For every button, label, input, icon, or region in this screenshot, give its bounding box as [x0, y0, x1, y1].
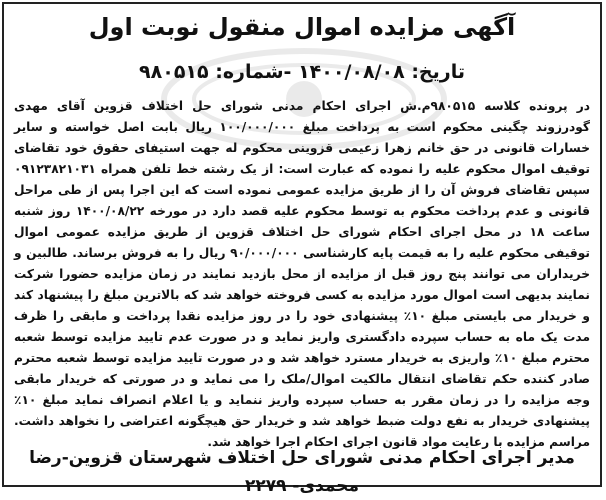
notice-signature: مدیر اجرای احکام مدنی شورای حل اختلاف شهرستان قزوین-رضا محمدی- ۲۲۷۹ — [29, 448, 575, 496]
notice-frame — [2, 2, 602, 496]
notice-body: در پرونده کلاسه ۹۸۰۵۱۵م.ش اجرای احکام مدنی شورای حل اختلاف قزوین آقای مهدی گودرزوند چگینی محکوم است به پرداخت مبلغ ۱۰۰/۰۰۰/۰۰۰ ریال بابت اصل خواسته و سایر خسارات قانونی در حق خانم زهرا زعیمی قزوینی محکوم له جهت استیفای حقوق خود تقاضای توقیف اموال محکوم علیه را نموده که عبارت است: از یک رشته خط تلفن همراه ۰۹۱۲۳۸۲۱۰۳۱ سپس تقاضای فروش آن را از طریق مزایده عمومی نموده است که این اجرا پس از طی مراحل قانونی و عدم پرداخت محکوم به توسط محکوم علیه قصد دارد در مورخه ۱۴۰۰/۰۸/۲۲ روز شنبه ساعت ۱۸ در محل اجرای احکام شورای حل اختلاف قزوین از طریق مزایده عمومی اموال توقیفی محکوم علیه را به قیمت پایه کارشناسی ۹۰/۰۰۰/۰۰۰ ریال را به فروش برساند. طالبین و خریداران می توانند پنج روز قبل از مزایده از محل بازدید نمایند در زمان مزایده حضورا شرکت نمایند بدیهی است اموال مورد مزایده به کسی فروخته خواهد شد که بالاترین مبلغ را پیشنهاد کند و خریدار می بایستی مبلغ ۱۰٪ پیشنهادی خود را در روز مزایده نقدا پرداخت و مابقی را ظرف مدت یک ماه به حساب سپرده دادگستری واریز نماید و در صورت عدم تایید مزایده توسط شعبه محترم مبلغ ۱۰٪ واریزی به خریدار مسترد خواهد شد و در صورت تایید مزایده توسط شعبه محترم صادر کننده حکم تقاضای انتقال مالکیت اموال/ملک را می نماید و در صورتی که خریدار مابقی وجه مزایده را در زمان مقرر به حساب سپرده واریز ننماید و یا اعلام انصراف نماید مبلغ ۱۰٪ پیشنهادی خریدار به نفع دولت ضبط خواهد شد و خریدار حق هیچگونه اعتراضی را نخواهد داشت. مراسم مزایده با رعایت مواد قانون اجرای احکام اجرا خواهد شد. — [14, 99, 591, 449]
notice-date-number: تاریخ: ۱۴۰۰/۰۸/۰۸ -شماره: ۹۸۰۵۱۵ — [139, 61, 465, 83]
notice-title: آگهی مزایده اموال منقول نوبت اول — [88, 13, 516, 41]
